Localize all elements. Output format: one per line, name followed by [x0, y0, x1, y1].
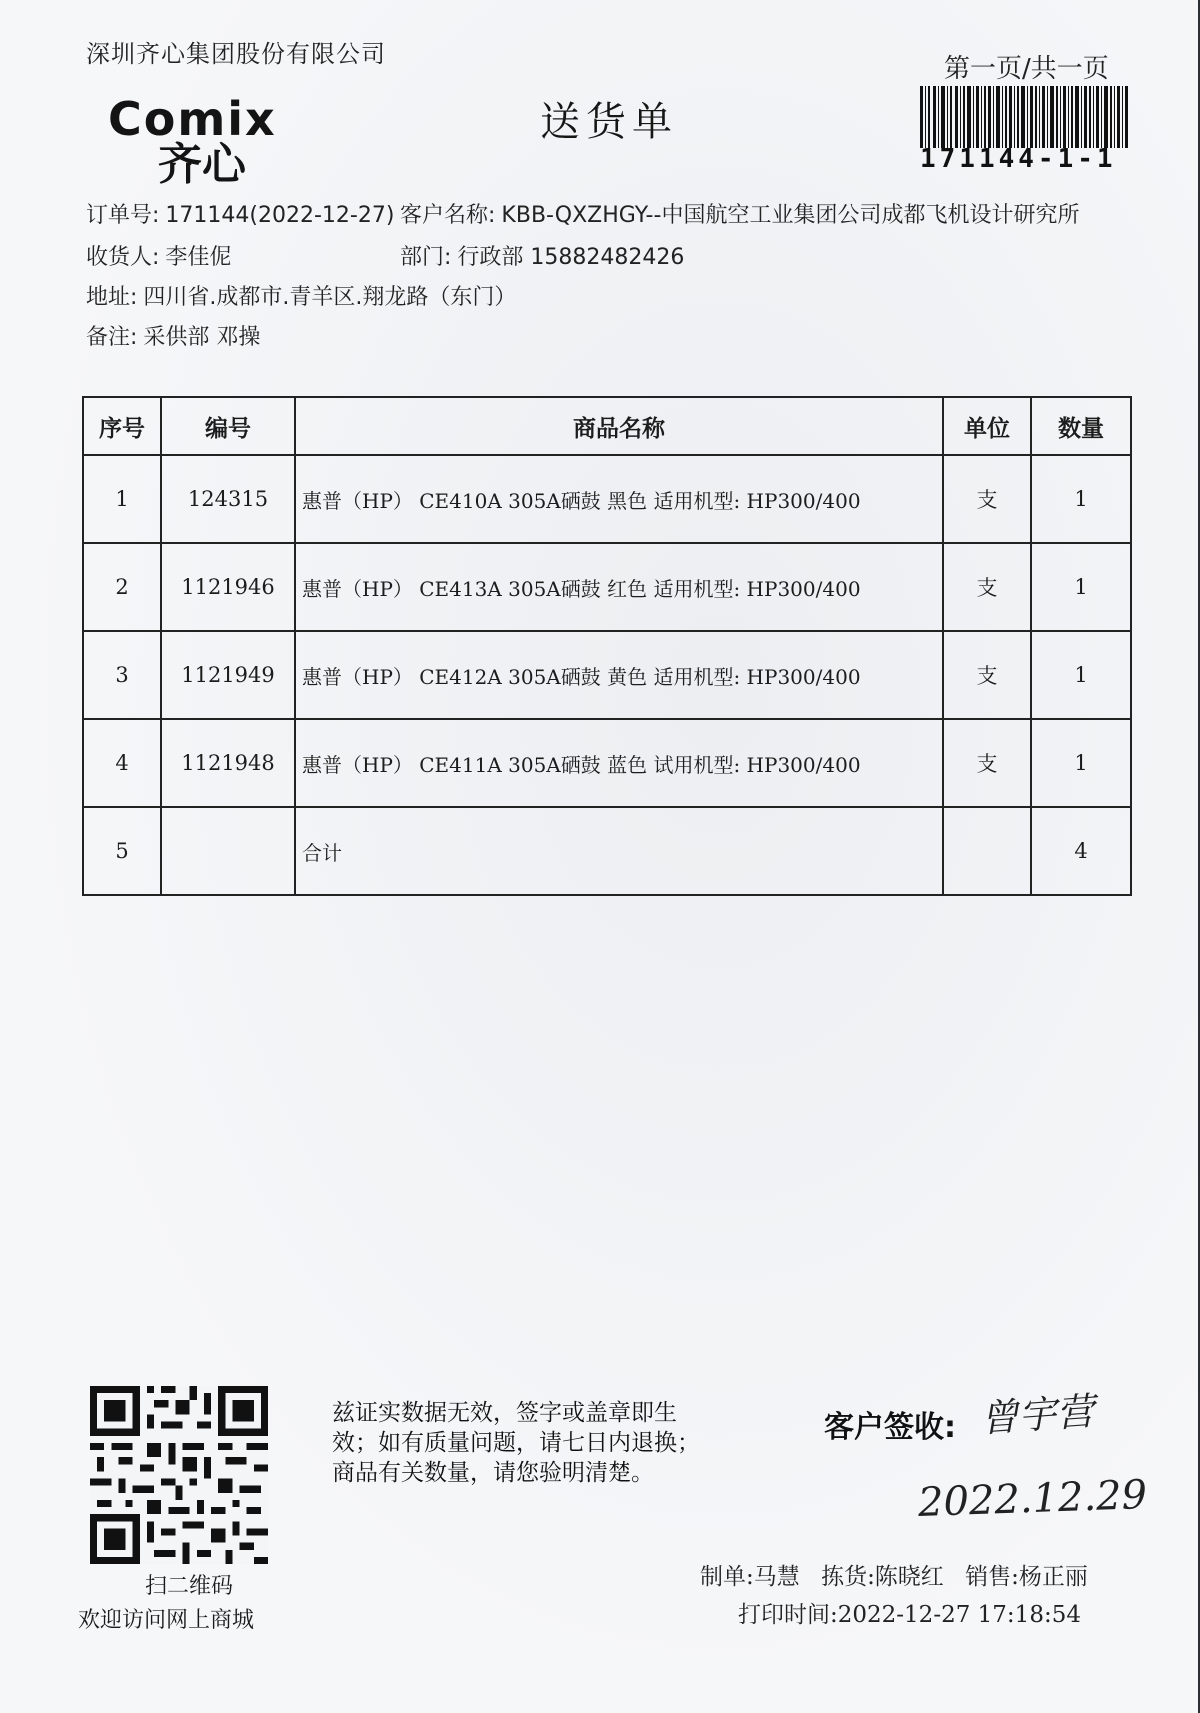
cell-code: 1121948 — [161, 719, 295, 807]
cell-no: 5 — [83, 807, 161, 895]
cell-unit — [943, 807, 1031, 895]
document-title: 送货单 — [540, 99, 678, 145]
notice-line1: 兹证实数据无效，签字或盖章即生 — [332, 1400, 677, 1426]
col-header-no: 序号 — [83, 397, 161, 455]
page-info: 第一页/共一页 — [944, 54, 1109, 84]
cell-qty: 1 — [1031, 631, 1131, 719]
cell-unit: 支 — [943, 455, 1031, 543]
cell-name: 惠普（HP） CE410A 305A硒鼓 黑色 适用机型: HP300/400 — [295, 455, 943, 543]
address-value: 四川省.成都市.青羊区.翔龙路（东门） — [143, 285, 517, 310]
department — [400, 240, 684, 271]
table-header-row — [83, 397, 1131, 455]
cell-name: 合计 — [295, 807, 943, 895]
print-time: 打印时间:2022-12-27 17:18:54 — [738, 1602, 1081, 1628]
maker: 制单:马慧 — [700, 1564, 800, 1590]
logo-text-en: Comix — [108, 92, 277, 146]
customer-label: 客户名称: — [400, 203, 496, 228]
cell-qty: 4 — [1031, 807, 1131, 895]
dept-label: 部门: — [400, 245, 452, 270]
col-header-unit: 单位 — [943, 397, 1031, 455]
barcode-number: 171144-1-1 — [920, 144, 1117, 174]
notice-line3: 商品有关数量，请您验明清楚。 — [332, 1460, 654, 1486]
customer-value: KBB-QXZHGY--中国航空工业集团公司成都飞机设计研究所 — [501, 203, 1080, 228]
table-row — [83, 455, 1131, 543]
remark-value: 采供部 邓操 — [143, 325, 261, 350]
qr-caption-line1: 扫二维码 — [145, 1574, 234, 1599]
customer-sign-label: 客户签收: — [824, 1410, 956, 1445]
cell-code: 1121946 — [161, 543, 295, 631]
customer-signature: 曾宇营 — [978, 1389, 1096, 1441]
sales: 销售:杨正丽 — [965, 1564, 1088, 1590]
goods-table — [82, 396, 1132, 896]
cell-no: 2 — [83, 543, 161, 631]
table-total-row — [83, 807, 1131, 895]
order-label: 订单号: — [86, 203, 160, 228]
barcode — [920, 86, 1130, 148]
cell-no: 1 — [83, 455, 161, 543]
address-label: 地址: — [86, 285, 138, 310]
cell-name: 惠普（HP） CE413A 305A硒鼓 红色 适用机型: HP300/400 — [295, 543, 943, 631]
cell-qty: 1 — [1031, 719, 1131, 807]
order-value: 171144(2022-12-27) — [165, 203, 395, 228]
order-number — [86, 198, 394, 229]
cell-unit: 支 — [943, 631, 1031, 719]
remark — [86, 320, 260, 351]
picker: 拣货:陈晓红 — [821, 1564, 944, 1590]
cell-name: 惠普（HP） CE411A 305A硒鼓 蓝色 试用机型: HP300/400 — [295, 719, 943, 807]
qr-caption-line2: 欢迎访问网上商城 — [78, 1608, 255, 1633]
cell-code — [161, 807, 295, 895]
notice-text — [332, 1398, 700, 1488]
receiver-value: 李佳伲 — [165, 245, 232, 270]
staff-info — [700, 1558, 1102, 1591]
notice-line2: 效；如有质量问题，请七日内退换； — [332, 1430, 700, 1456]
table-row — [83, 719, 1131, 807]
cell-qty: 1 — [1031, 455, 1131, 543]
table-row — [83, 543, 1131, 631]
receiver-label: 收货人: — [86, 245, 160, 270]
cell-code: 1121949 — [161, 631, 295, 719]
receiver — [86, 240, 231, 271]
comix-logo — [108, 92, 277, 190]
table-row — [83, 631, 1131, 719]
logo-text-cn: 齐心 — [158, 139, 246, 190]
cell-no: 3 — [83, 631, 161, 719]
cell-no: 4 — [83, 719, 161, 807]
qr-caption — [78, 1570, 254, 1638]
cell-unit: 支 — [943, 719, 1031, 807]
qr-code[interactable] — [90, 1386, 268, 1564]
cell-code: 124315 — [161, 455, 295, 543]
cell-name: 惠普（HP） CE412A 305A硒鼓 黄色 适用机型: HP300/400 — [295, 631, 943, 719]
dept-value: 行政部 15882482426 — [457, 245, 685, 270]
company-name: 深圳齐心集团股份有限公司 — [86, 40, 386, 68]
cell-qty: 1 — [1031, 543, 1131, 631]
customer-name — [400, 198, 1079, 229]
col-header-qty: 数量 — [1031, 397, 1131, 455]
col-header-name: 商品名称 — [295, 397, 943, 455]
signature-date: 2022.12.29 — [917, 1472, 1148, 1526]
remark-label: 备注: — [86, 325, 138, 350]
col-header-code: 编号 — [161, 397, 295, 455]
address — [86, 280, 516, 311]
cell-unit: 支 — [943, 543, 1031, 631]
